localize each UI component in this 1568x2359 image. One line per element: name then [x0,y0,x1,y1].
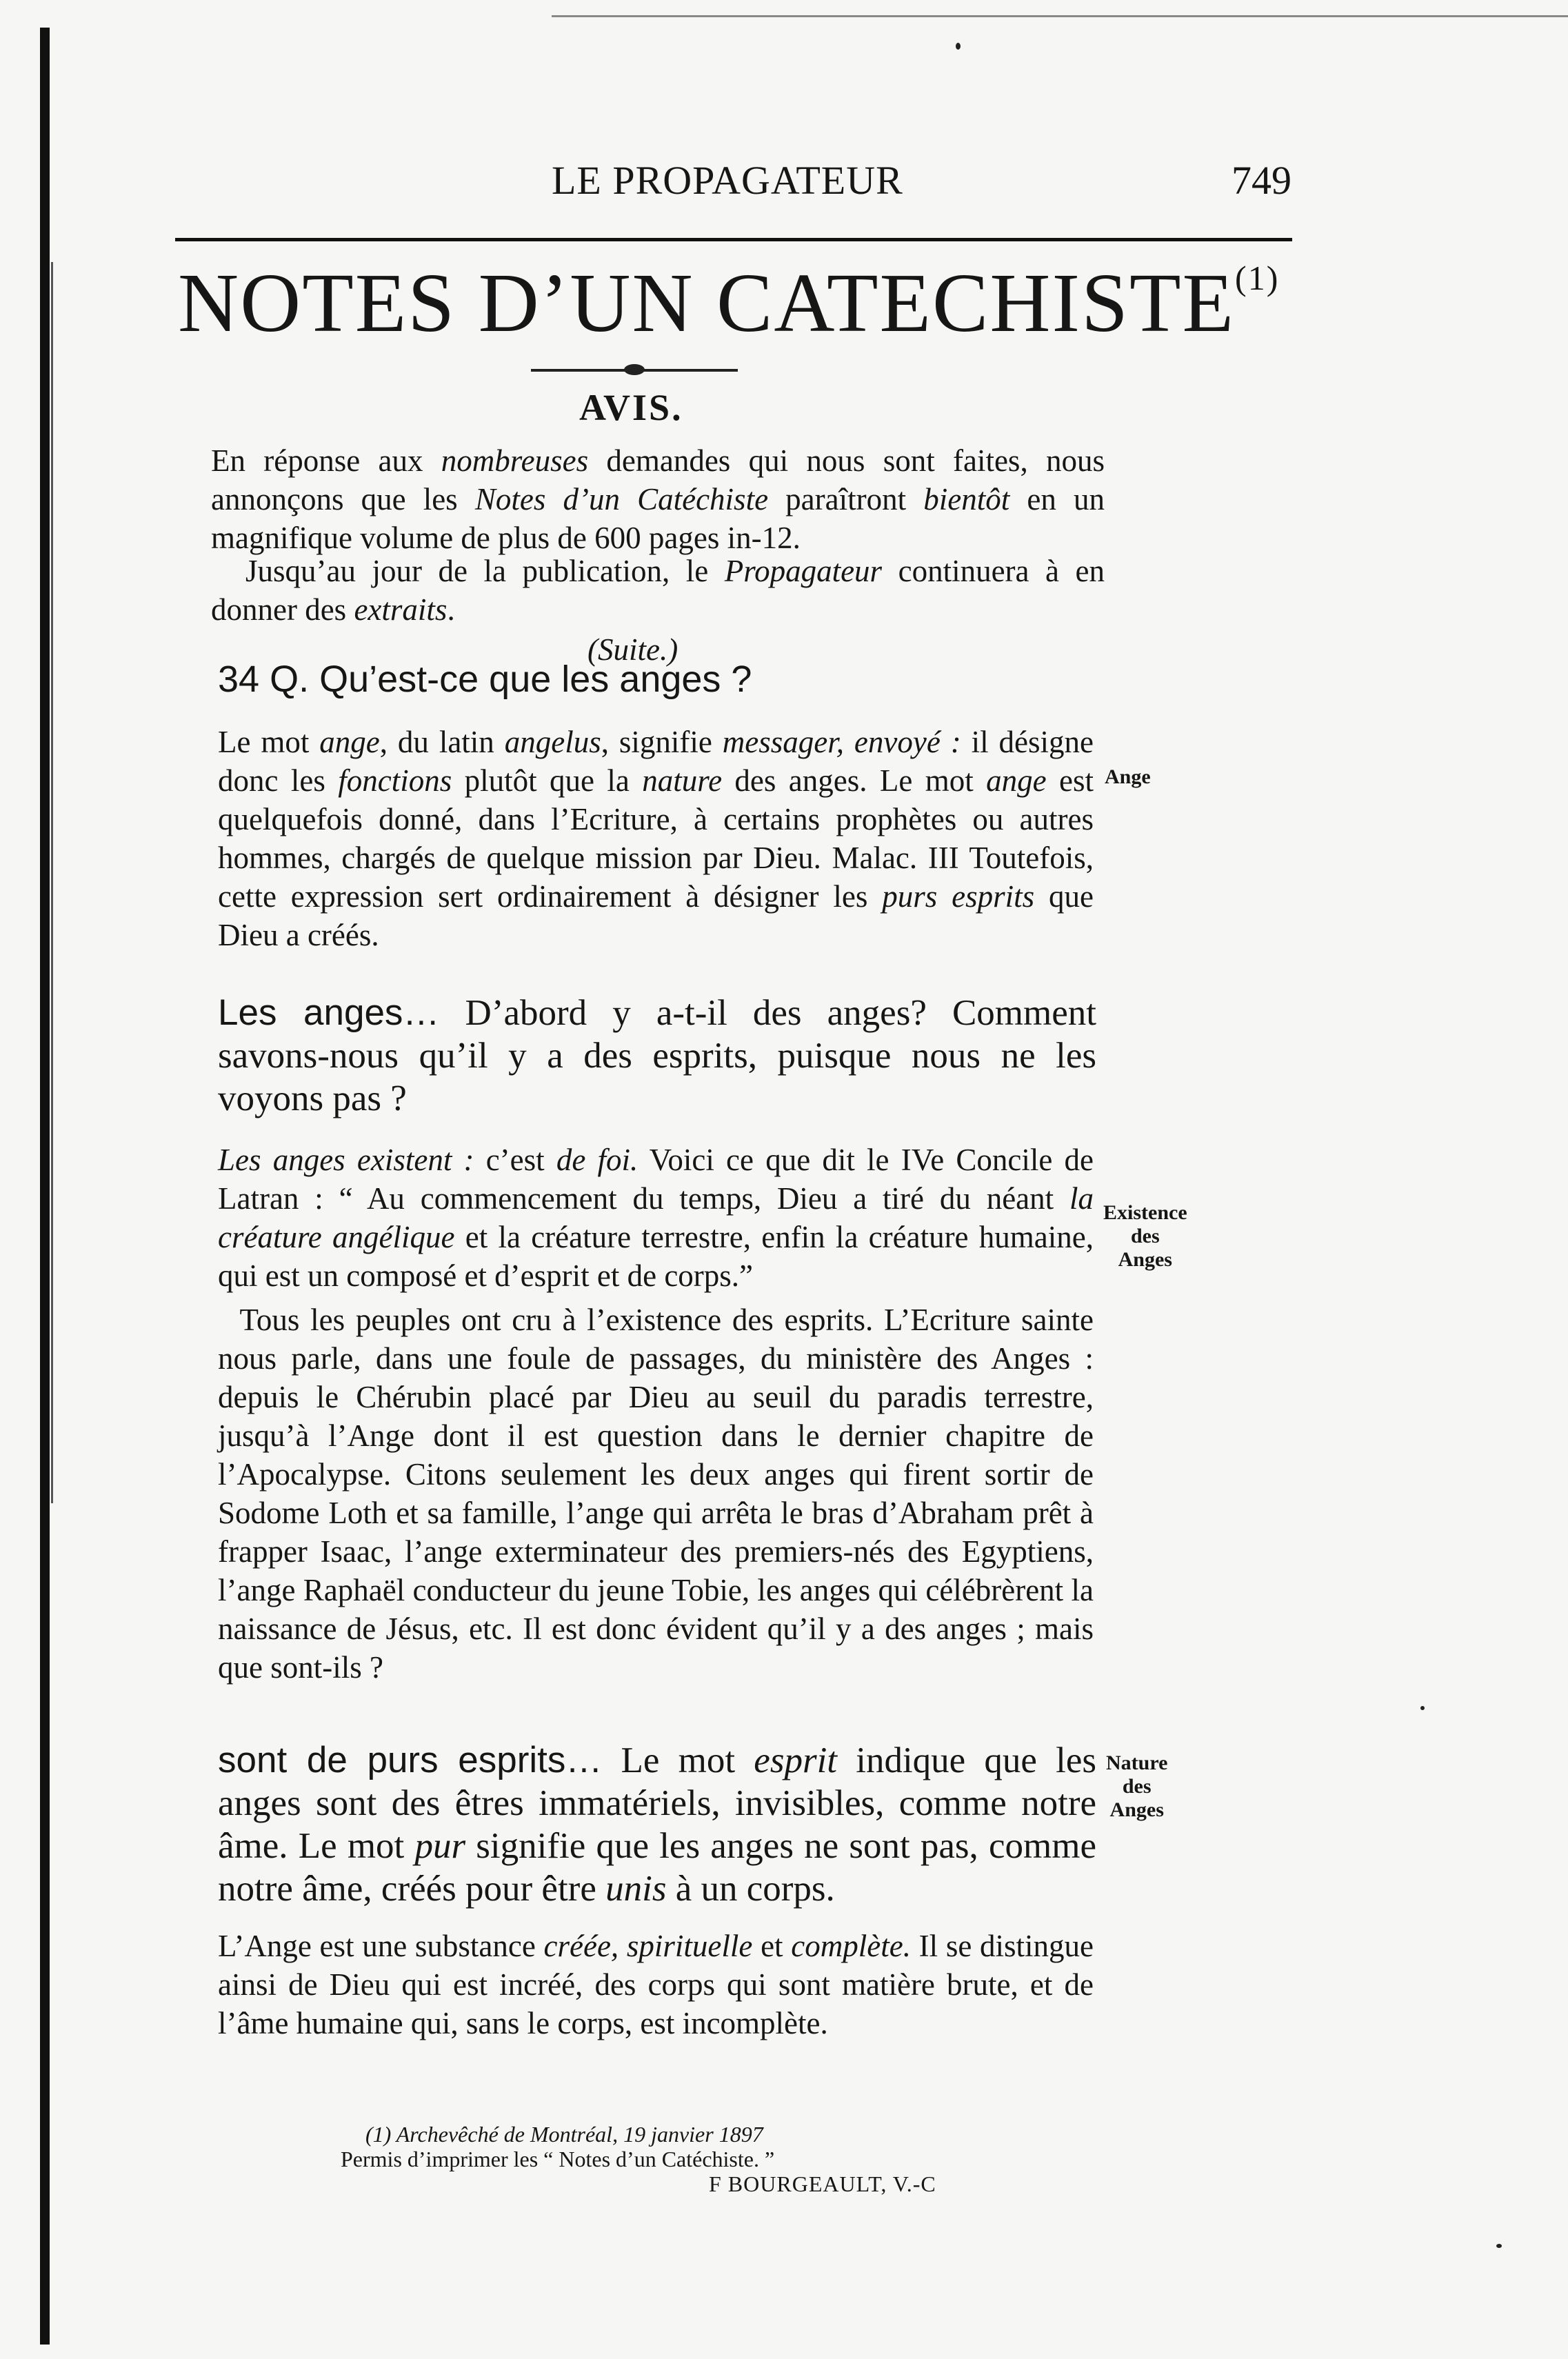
top-edge-line [552,15,1568,17]
title-footnote-ref: (1) [1235,259,1280,297]
answer-les-anges: Les anges… D’abord y a-t-il des anges? Comment savons-nous qu’il y a des esprits, puisque nous ne les voyons pas ? [218,992,1096,1118]
ink-speck [1420,1706,1425,1710]
paragraph-substance: L’Ange est une substance créée, spirituelle et complète. Il se distingue ainsi de Dieu qui est incréé, des corps qui sont matière brute, et de l’âme humaine qui, sans le corps, est incomplète. [218,1929,1094,2040]
article-title-text: NOTES D’UN CATECHISTE [178,257,1236,350]
footnote-line-3: F BOURGEAULT, V.-C [709,2171,936,2196]
margin-note-nature: Nature des Anges [1106,1751,1168,1821]
footnote-line-1: (1) Archevêché de Montréal, 19 janvier 1897 [365,2122,763,2147]
page-number: 749 [1232,158,1291,203]
answer-purs-esprits: sont de purs esprits… Le mot esprit indique que les anges sont des êtres immatériels, invisibles, comme notre âme. Le mot pur signifie que les anges ne sont pas, comme notre âme, créés pour être unis à un corps. [218,1740,1096,1909]
notice-paragraph-2: Jusqu’au jour de la publication, le Propagateur continuera à en donner des extraits. [211,554,1105,627]
paragraph-peuples: Tous les peuples ont cru à l’existence des esprits. L’Ecriture sainte nous parle, dans une foule de passages, du ministère des Anges : depuis le Chérubin placé par Dieu au seuil du paradis terrestre, jusqu’à l’Ange dont il est question dans le dernier chapitre de l’Apocalypse. Citons seulement les deux anges qui firent sortir de Sodome Loth et sa famille, l’ange qui arrêta le bras d’Abraham prêt à frapper Isaac, l’ange exterminateur des premiers-nés des Egyptiens, l’ange Raphaël conducteur du jeune Tobie, les anges qui célébrèrent la naissance de Jésus, etc. Il est donc évident qu’il y a des anges ; mais que sont-ils ? [218,1303,1094,1685]
title-ornament-dot [624,364,645,375]
paragraph-foi: Les anges existent : c’est de foi. Voici ce que dit le IVe Concile de Latran : “ Au commencement du temps, Dieu a tiré du néant la créature angélique et la créature terrestre, enfin la créature humaine, qui est un composé et d’esprit et de corps.” [218,1143,1094,1293]
article-title [178,257,1280,350]
ink-speck [1496,2244,1502,2248]
margin-note-ange: Ange [1105,765,1151,788]
page-edge-shadow [40,28,50,2345]
suite-label: (Suite.) [587,632,679,667]
notice-heading: AVIS. [579,387,683,428]
margin-note-existence: Existence des Anges [1103,1201,1187,1271]
question-heading: 34 Q. Qu’est-ce que les anges ? [218,659,752,700]
header-rule [175,238,1292,241]
ink-speck [956,43,961,50]
footnote-line-2: Permis d’imprimer les “ Notes d’un Catéchiste. ” [341,2147,775,2171]
page-edge-shadow-inner [51,262,53,1503]
paragraph-ange: Le mot ange, du latin angelus, signifie messager, envoyé : il désigne donc les fonctions plutôt que la nature des anges. Le mot ange est quelquefois donné, dans l’Ecriture, à certains prophètes ou autres hommes, chargés de quelque mission par Dieu. Malac. III Toutefois, cette expression sert ordinairement à désigner les purs esprits que Dieu a créés. [218,725,1094,952]
running-title: LE PROPAGATEUR [552,158,903,203]
notice-paragraph-1: En réponse aux nombreuses demandes qui nous sont faites, nous annonçons que les Notes d’un Catéchiste paraîtront bientôt en un magnifique volume de plus de 600 pages in-12. [211,443,1105,555]
